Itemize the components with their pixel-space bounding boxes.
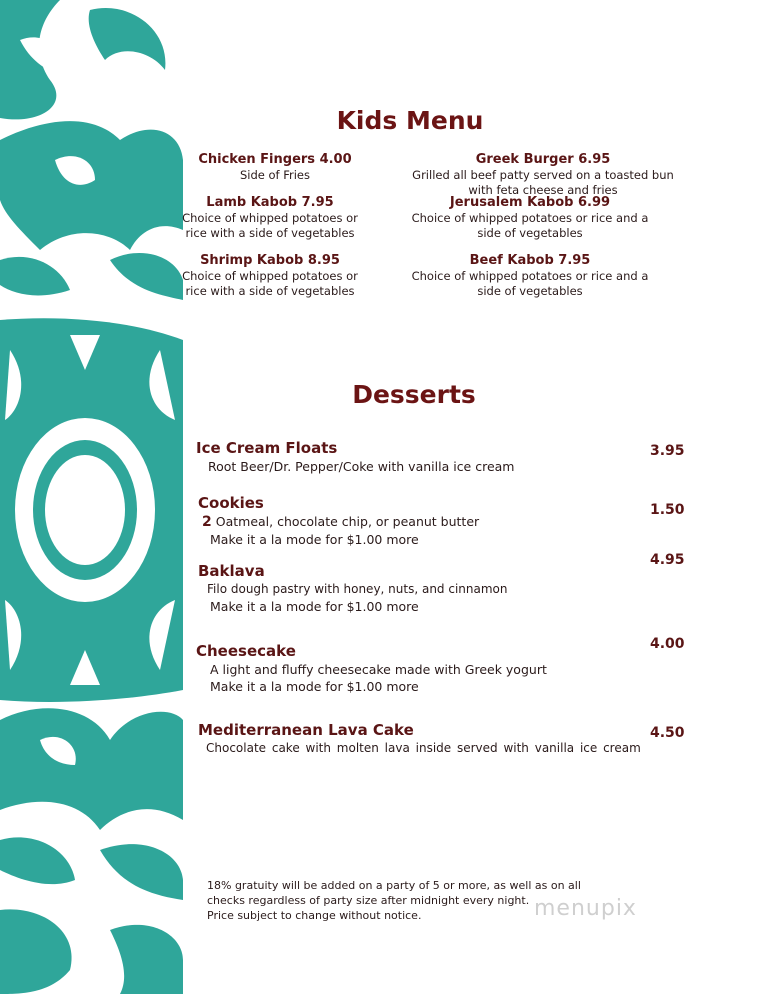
kids-menu-item xyxy=(140,195,400,240)
item-description: Make it a la mode for $1.00 more xyxy=(210,532,419,547)
item-description: side of vegetables xyxy=(477,225,583,240)
dessert-item xyxy=(196,439,636,475)
item-description: Oatmeal, chocolate chip, or peanut butter xyxy=(215,514,480,529)
item-description: Chocolate cake with molten lava inside served with vanilla ice cream xyxy=(206,741,641,755)
price-disclaimer: Price subject to change without notice. xyxy=(207,909,422,922)
item-description: Choice of whipped potatoes or xyxy=(182,211,358,225)
kids-menu-item xyxy=(140,253,400,298)
menupix-watermark: menupix xyxy=(534,896,637,921)
kids-menu-item xyxy=(145,152,405,183)
dessert-item xyxy=(196,721,646,757)
dessert-item xyxy=(196,642,636,695)
item-price: 4.95 xyxy=(650,552,685,568)
item-description: side of vegetables xyxy=(477,283,583,298)
kids-menu-title: Kids Menu xyxy=(336,106,484,135)
item-name: Cheesecake xyxy=(196,642,296,660)
item-description: Side of Fries xyxy=(239,168,311,182)
item-description: Root Beer/Dr. Pepper/Coke with vanilla ice cream xyxy=(208,459,515,474)
item-description-row xyxy=(196,513,636,531)
item-name: Ice Cream Floats xyxy=(196,439,338,457)
item-description: Filo dough pastry with honey, nuts, and cinnamon xyxy=(207,582,508,596)
gratuity-note: 18% gratuity will be added on a party of 5 or more, as well as on all xyxy=(207,879,581,892)
item-description: rice with a side of vegetables xyxy=(185,283,355,298)
item-name: Mediterranean Lava Cake xyxy=(198,721,414,739)
item-name: Lamb Kabob 7.95 xyxy=(206,195,334,210)
kids-menu-item xyxy=(398,152,688,197)
item-description: with feta cheese and fries xyxy=(468,182,618,197)
decorative-ornament-border xyxy=(0,0,183,994)
item-price: 1.50 xyxy=(650,502,685,518)
item-name: Beef Kabob 7.95 xyxy=(469,253,591,268)
gratuity-note-cont: checks regardless of party size after midnight every night. xyxy=(207,894,530,907)
item-name: Cookies xyxy=(198,494,264,512)
item-name: Baklava xyxy=(198,562,265,580)
item-description: Grilled all beef patty served on a toasted bun xyxy=(412,168,674,182)
item-description: Choice of whipped potatoes or xyxy=(182,269,358,283)
item-name: Chicken Fingers 4.00 xyxy=(198,152,352,167)
desserts-title: Desserts xyxy=(352,380,476,409)
item-name: Greek Burger 6.95 xyxy=(475,152,611,167)
footer-notes xyxy=(207,878,587,923)
dessert-item xyxy=(196,494,636,548)
item-description: Choice of whipped potatoes or rice and a xyxy=(411,211,649,225)
item-price: 3.95 xyxy=(650,443,685,459)
dessert-item xyxy=(196,562,636,615)
item-description: Choice of whipped potatoes or rice and a xyxy=(411,269,649,283)
item-price: 4.00 xyxy=(650,636,685,652)
kids-menu-item xyxy=(385,195,675,240)
item-description: Make it a la mode for $1.00 more xyxy=(210,679,419,694)
item-description: rice with a side of vegetables xyxy=(185,225,355,240)
item-description: Make it a la mode for $1.00 more xyxy=(210,599,419,614)
item-quantity: 2 xyxy=(202,514,212,530)
kids-menu-item xyxy=(385,253,675,298)
item-name: Jerusalem Kabob 6.99 xyxy=(449,195,611,210)
item-description: A light and fluffy cheesecake made with Greek yogurt xyxy=(210,662,547,677)
item-name: Shrimp Kabob 8.95 xyxy=(200,253,340,268)
item-price: 4.50 xyxy=(650,725,685,741)
